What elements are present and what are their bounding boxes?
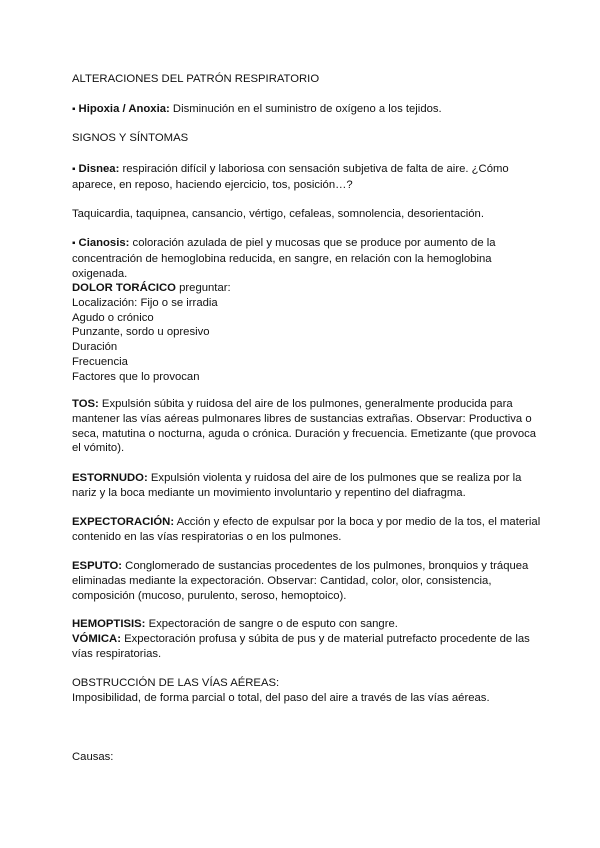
estornudo-term: ESTORNUDO: (72, 472, 148, 484)
esputo-term: ESPUTO: (72, 560, 123, 572)
tos-paragraph (72, 397, 542, 456)
signos-heading: SIGNOS Y SÍNTOMAS (72, 132, 189, 144)
tos-term: TOS: (72, 398, 99, 410)
expectoracion-text: Acción y efecto de expulsar por la boca y por medio de la tos, el material contenido en las vías respiratorias o en los pulmones. (72, 516, 541, 543)
obstruccion-text: Imposibilidad, de forma parcial o total, del paso del aire a través de las vías aéreas. (72, 691, 490, 704)
cianosis-term: Cianosis: (78, 237, 130, 249)
causas-label: Causas: (72, 751, 114, 763)
disnea-term: Disnea: (78, 163, 120, 175)
esputo-text: Conglomerado de sustancias procedentes de los pulmones, bronquios y tráquea eliminadas mediante la expectoración. Observar: Cantidad, color, olor, consistencia, composición (mucoso, purulento, seroso, hemoptoico). (72, 560, 529, 602)
dolor-item: Factores que lo provocan (72, 370, 200, 383)
dolor-suffix: preguntar: (175, 282, 231, 294)
document-title: ALTERACIONES DEL PATRÓN RESPIRATORIO (72, 73, 320, 85)
obstruccion-heading: OBSTRUCCIÓN DE LAS VÍAS AÉREAS: (72, 677, 280, 689)
cianosis-paragraph (72, 236, 542, 281)
disnea-paragraph (72, 162, 542, 193)
dolor-item: Duración (72, 341, 118, 354)
estornudo-paragraph (72, 471, 542, 501)
dolor-item: Frecuencia (72, 355, 128, 368)
dolor-section (72, 281, 542, 385)
hemoptisis-term: HEMOPTISIS: (72, 618, 146, 630)
obstruccion-section (72, 676, 542, 706)
expectoracion-term: EXPECTORACIÓN: (72, 516, 175, 528)
hemoptisis-text: Expectoración de sangre o de esputo con sangre. (145, 618, 398, 630)
tos-text: Expulsión súbita y ruidosa del aire de los pulmones, generalmente producida para mantener las vías aéreas pulmonares libres de sustancias extrañas. Observar: Productiva o seca, matutina o nocturna, aguda o crónica. Duración y frecuencia. Emetizante (que provoca el vómito). (72, 398, 537, 455)
cianosis-text: coloración azulada de piel y mucosas que se produce por aumento de la concentración de hemoglobina reducida, en sangre, en relación con la hemoglobina oxigenada. (72, 237, 496, 280)
estornudo-text: Expulsión violenta y ruidosa del aire de los pulmones que se realiza por la nariz y la boca mediante un movimiento involuntario y repentino del diafragma. (72, 472, 522, 499)
dolor-item: Localización: Fijo o se irradia (72, 296, 218, 309)
vomica-term: VÓMICA: (72, 632, 121, 645)
esputo-paragraph (72, 559, 542, 603)
disnea-text: respiración difícil y laboriosa con sensación subjetiva de falta de aire. ¿Cómo aparece, en reposo, haciendo ejercicio, tos, posición…? (72, 163, 509, 191)
hipoxia-text: Disminución en el suministro de oxígeno a los tejidos. (169, 103, 442, 115)
hemoptisis-paragraph (72, 617, 542, 661)
symptoms-line: Taquicardia, taquipnea, cansancio, vértigo, cefaleas, somnolencia, desorientación. (72, 208, 484, 220)
expectoracion-paragraph (72, 515, 542, 545)
dolor-item: Agudo o crónico (72, 311, 154, 324)
vomica-text: Expectoración profusa y súbita de pus y de material putrefacto procedente de las vías respiratorias. (72, 632, 530, 660)
hipoxia-term: Hipoxia / Anoxia: (78, 103, 170, 115)
dolor-term: DOLOR TORÁCICO (72, 282, 176, 294)
dolor-item: Punzante, sordo u opresivo (72, 326, 210, 339)
hipoxia-paragraph (72, 102, 542, 118)
